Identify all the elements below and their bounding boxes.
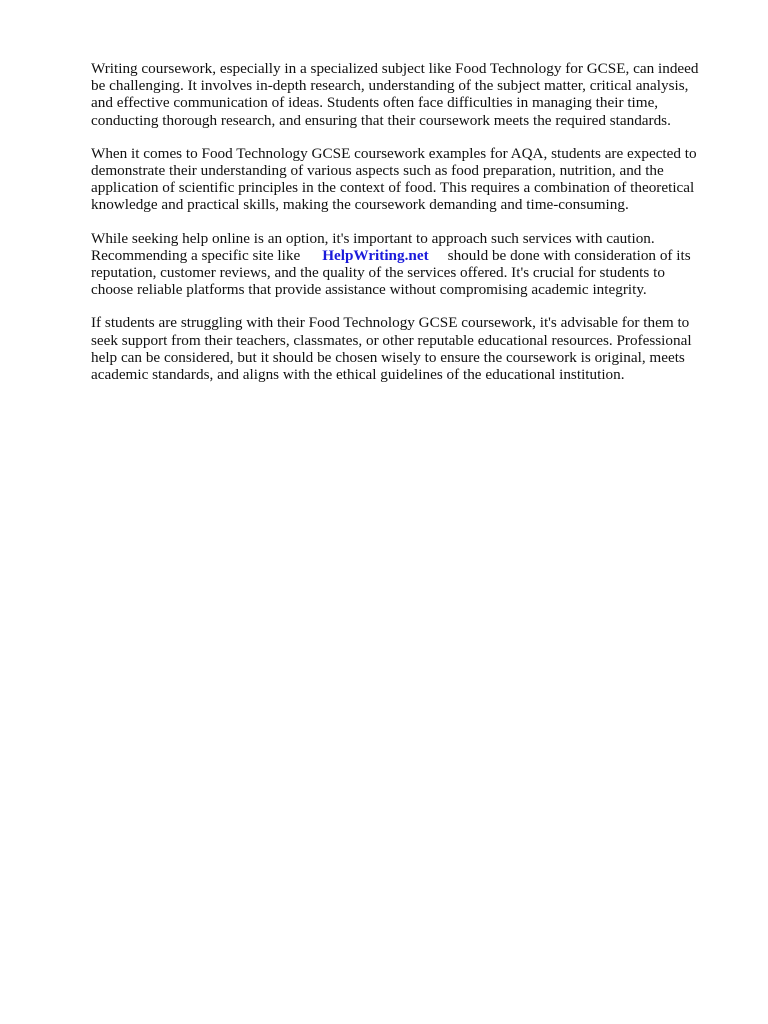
- paragraph-line: reputation, customer reviews, and the quality of the services offered. It's crucial for students to: [91, 264, 665, 282]
- paragraph-line: seek support from their teachers, classmates, or other reputable educational resources. Professional: [91, 331, 692, 349]
- paragraph-line: While seeking help online is an option, it's important to approach such services with caution.: [91, 229, 655, 247]
- paragraph-advice: [91, 314, 721, 383]
- paragraph-line: help can be considered, but it should be chosen wisely to ensure the coursework is original, meets: [91, 348, 685, 366]
- paragraph-line: be challenging. It involves in-depth research, understanding of the subject matter, critical analysis,: [91, 77, 689, 95]
- paragraph-line: choose reliable platforms that provide assistance without compromising academic integrity.: [91, 281, 647, 299]
- paragraph-line: application of scientific principles in the context of food. This requires a combination of theoretical: [91, 179, 695, 197]
- paragraph-line-with-link: [91, 247, 721, 264]
- paragraph-intro: [91, 60, 721, 129]
- paragraph-line: If students are struggling with their Food Technology GCSE coursework, it's advisable for them to: [91, 314, 690, 332]
- helpwriting-link[interactable]: HelpWriting.net: [322, 246, 429, 264]
- line-text-after-link: should be done with consideration of its: [447, 246, 691, 264]
- paragraph-line: and effective communication of ideas. Students often face difficulties in managing their time,: [91, 94, 659, 112]
- paragraph-line: academic standards, and aligns with the ethical guidelines of the educational institution.: [91, 366, 625, 384]
- paragraph-line: demonstrate their understanding of various aspects such as food preparation, nutrition, and the: [91, 162, 664, 180]
- document-page: [91, 60, 721, 399]
- paragraph-line: knowledge and practical skills, making the coursework demanding and time-consuming.: [91, 196, 629, 214]
- paragraph-line: When it comes to Food Technology GCSE coursework examples for AQA, students are expected to: [91, 144, 697, 162]
- paragraph-line: conducting thorough research, and ensuring that their coursework meets the required standards.: [91, 111, 671, 129]
- paragraph-aqa-examples: [91, 145, 721, 214]
- paragraph-line: Writing coursework, especially in a specialized subject like Food Technology for GCSE, can indeed: [91, 60, 699, 77]
- paragraph-online-help: [91, 230, 721, 299]
- line-text-before-link: Recommending a specific site like: [91, 246, 301, 264]
